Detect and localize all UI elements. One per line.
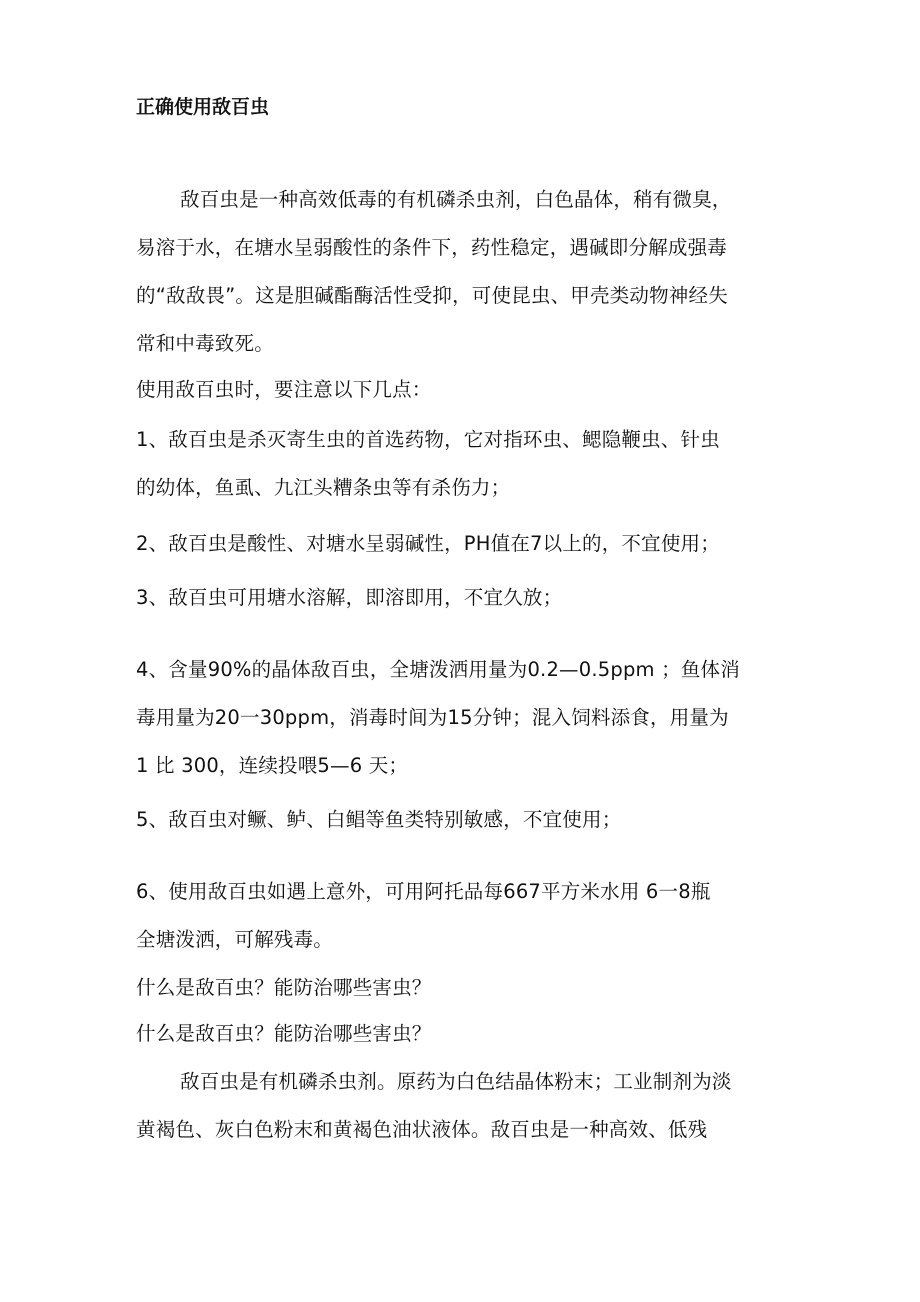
- paragraph-line: 常和中毒致死。: [136, 332, 274, 355]
- question-line: 什么是敌百虫？能防治哪些害虫？: [136, 1022, 432, 1045]
- paragraph-line: 易溶于水，在塘水呈弱酸性的条件下，药性稳定，遇碱即分解成强毒: [136, 236, 728, 259]
- paragraph-line: 使用敌百虫时，要注意以下几点：: [136, 378, 432, 401]
- list-item-line: 4、含量90%的晶体敌百虫，全塘泼洒用量为0.2—0.5ppm ；鱼体消: [136, 658, 740, 681]
- paragraph-line: 的“敌敌畏”。这是胆碱酯酶活性受抑，可使昆虫、甲壳类动物神经失: [136, 284, 728, 307]
- list-item-line: 1 比 300，连续投喂5—6 天；: [136, 754, 409, 777]
- paragraph-line: 敌百虫是一种高效低毒的有机磷杀虫剂，白色晶体，稍有微臭，: [180, 188, 732, 211]
- list-item-line: 的幼体，鱼虱、九江头糟条虫等有杀伤力；: [136, 476, 511, 499]
- list-item-line: 6、使用敌百虫如遇上意外，可用阿托品每667平方米水用 6一8瓶: [136, 880, 711, 903]
- document-title: 正确使用敌百虫: [136, 96, 270, 118]
- list-item-line: 全塘泼洒，可解残毒。: [136, 928, 334, 951]
- list-item-line: 1、敌百虫是杀灭寄生虫的首选药物，它对指环虫、鳃隐鞭虫、针虫: [136, 428, 720, 451]
- list-item-line: 5、敌百虫对鳜、鲈、白鲳等鱼类特别敏感，不宜使用；: [136, 808, 622, 831]
- paragraph-line: 敌百虫是有机磷杀虫剂。原药为白色结晶体粉末；工业制剂为淡: [180, 1070, 732, 1093]
- list-item-line: 2、敌百虫是酸性、对塘水呈弱碱性，PH值在7以上的，不宜使用；: [136, 532, 720, 555]
- list-item-line: 3、敌百虫可用塘水溶解，即溶即用，不宜久放；: [136, 586, 563, 609]
- list-item-line: 毒用量为20一30ppm，消毒时间为15分钟；混入饲料添食，用量为: [136, 706, 729, 729]
- paragraph-line: 黄褐色、灰白色粉末和黄褐色油状液体。敌百虫是一种高效、低残: [136, 1118, 708, 1141]
- question-line: 什么是敌百虫？能防治哪些害虫？: [136, 976, 432, 999]
